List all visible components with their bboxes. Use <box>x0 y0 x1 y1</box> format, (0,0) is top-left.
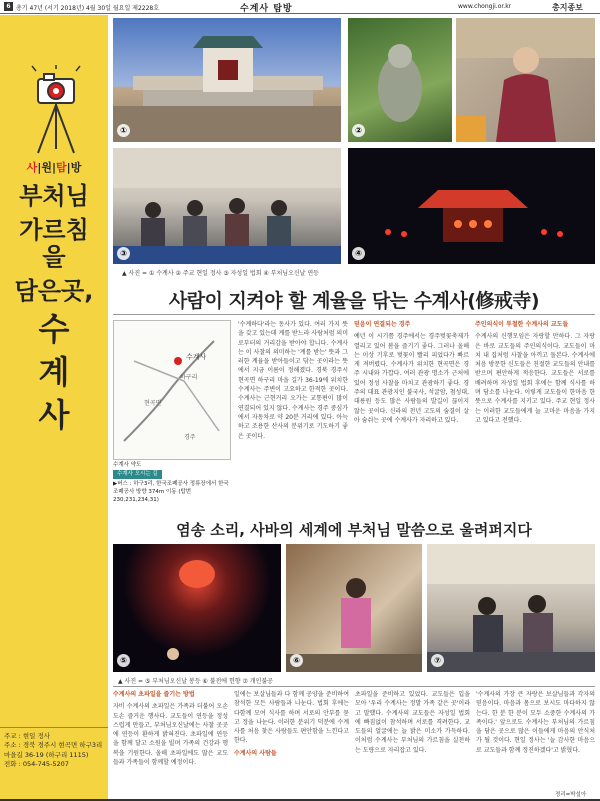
byline: 정리=박설아 <box>555 792 587 798</box>
title-line: 수 <box>38 310 70 349</box>
location-map <box>113 320 231 460</box>
photo-lantern-offering <box>113 544 281 672</box>
photo-number: ③ <box>117 247 130 260</box>
title-line: 계 <box>38 353 70 392</box>
article-text: 일에는 보살님들과 다 함께 공양을 준비하여 참석한 모든 사람들과 나눈다. 법회 후에는 다함께 모여 식사를 하며 서로의 안부를 묻고 정을 나눈다. 이러한 분위기 덕분에 수계사를 처음 찾은 사람들도 편안함을 느낀다고 한다. <box>234 691 349 745</box>
map-label: 하구리 <box>180 374 198 381</box>
article-column <box>476 690 595 788</box>
abbot: 주교 : 현일 정사 <box>4 732 51 740</box>
phone: 전화 : 054-745-5207 <box>4 760 69 769</box>
title-line: 사 <box>38 395 70 434</box>
map-caption <box>113 462 233 504</box>
main-headline: 사람이 지켜야 할 계율을 닦는 수계사(修戒寺) <box>168 290 540 312</box>
photo-number: ② <box>352 124 365 137</box>
subheading: 주인의식이 투철한 수계사의 교도들 <box>475 321 569 328</box>
map-title: 수계사 약도 <box>113 462 142 468</box>
category-char: 방 <box>70 161 82 174</box>
photo-number: ⑥ <box>290 654 303 667</box>
photo-prayer <box>427 544 595 672</box>
camera-tripod-icon <box>30 65 82 155</box>
photo-number: ⑤ <box>117 654 130 667</box>
article-text: 자비 수계사의 초파일은 가족과 더불어 오손도손 즐거운 행사다. 교도들이 연등을 정성스럽게 만들고, 부처님오신날에는 사찰 곳곳에 연등이 환하게 밝혀진다. 초파일에 연등을 함께 달고 소원을 빌며 가족의 건강과 행복을 기원한다. 올해 초파일에도 많은 교도들과 가족들이 함께할 예정이다. <box>113 703 228 767</box>
subheading: 수계사의 초파일을 즐기는 방법 <box>113 691 195 698</box>
map-label: 경주 <box>184 434 196 441</box>
photo-caption-bottom: ▲ 사진 = ⑤ 부처님오신날 봉등 ⑥ 불전에 헌향 ⑦ 개인불공 <box>118 678 273 685</box>
photo-incense <box>286 544 422 672</box>
divider <box>113 686 595 687</box>
title-line: 담은곳, <box>14 276 94 305</box>
category-char: 원 <box>41 161 52 174</box>
photo-number: ④ <box>352 247 365 260</box>
category-label: 사|원|탐|방 <box>26 161 82 174</box>
article-column <box>234 690 349 788</box>
photo-dharma-meeting <box>113 148 341 264</box>
temple-info <box>0 727 108 774</box>
subheading: 수계사의 사람들 <box>234 749 277 757</box>
map-label: 현곡면 <box>144 400 162 407</box>
website[interactable]: www.chongji.or.kr <box>458 3 512 10</box>
photo-number: ① <box>117 124 130 137</box>
incense-figure-icon <box>286 544 422 672</box>
article-column <box>475 320 595 510</box>
issue-info: 총기 47년 (서기 2018년) 4월 30일 월요일 제2228호 <box>16 5 160 12</box>
lantern-icon <box>113 544 281 672</box>
temple-building-icon <box>113 18 341 142</box>
photo-number: ⑦ <box>431 654 444 667</box>
subheading: 믿음이 연결되는 경주 <box>354 321 411 328</box>
title-line: 부처님 <box>19 182 89 210</box>
article-column <box>113 690 228 788</box>
article-text: '수계하다'라는 동사가 있다. 여러 가지 뜻을 갖고 있는데 계를 받느라 사람처럼 의미로부터의 거리감을 받아야 합니다. 수계사는 이 사찰의 의미하는 '계를 받는' 뜻과 그러한 계율을 받아들이고 닦는 곳이라는 뜻에서 지금 이름이 정해졌다. 경북 경주시 현곡면 하구리 마을 길가 36-19에 위치한 수계사는 주변이 고요하고 한적한 곳이다. 수계사는 근현거리 오가는 교통편이 많이 연결되어 있지 않다. 수계사는 경주 중심가에서 자동차로 약 20분 거리에 있다. 아늑하고 조용한 산사의 분위기로 기도하기 좋은 곳이다. <box>238 321 348 440</box>
article-text: 수계사의 신행모임은 자랑할 만하다. 그 자랑은 바로 교도들의 주인의식이다. 교도들이 마치 내 집처럼 사찰을 아끼고 돌본다. 수계사에 처음 방문한 신도들은 친절한 교도들의 안내를 받으며 편안하게 적응한다. 교도들은 서로를 배려하며 자성일 법회 후에는 함께 식사를 하며 담소를 나눈다. 이렇게 교도들이 한마음 한뜻으로 수계사를 지키고 있다. 주교 현일 정사는 이러한 교도들에게 늘 고마운 마음을 가지고 있다고 전했다. <box>475 333 595 424</box>
photo-temple <box>113 18 341 142</box>
article-column <box>355 690 470 788</box>
bus-info: ▶버스 : 하구3리, 한국조폐공사 정류장에서 한국조폐공사 방향 374m 이동 (탑번 230,231,234,31) <box>113 481 229 503</box>
article-column <box>238 320 348 510</box>
statue-icon <box>348 18 452 142</box>
photo-monk <box>456 18 595 142</box>
vertical-title <box>8 183 100 440</box>
article-text: 예년 이 시기쯤 경주에서는 경주벚꽃축제가 열리고 있어 봄을 즐기기 좋다. 그러나 올해는 이상 기후로 벚꽃이 빨리 피었다가 빠르게 져버렸다. 수계사가 위치한 현곡면은 경주 시내와 가깝다. 여러 관광 명소가 근처에 있어 정성 사찰을 마치고 관광하기 좋다. 경주의 대표 관광지인 불국사, 석굴암, 첨성대, 대릉원 등도 많은 사람들의 발길이 끊이지 않는 곳이다. 신라의 천년 고도의 숨결이 살아 숨쉬는 곳에 수계사가 자리하고 있다. <box>354 333 469 424</box>
photo-lanterns-night <box>348 148 595 264</box>
photo-caption-top: ▲ 사진 = ① 수계사 ② 주교 현일 정사 ③ 자성일 법회 ④ 부처님오신날 연등 <box>122 270 319 277</box>
paper-name: 총지종보 <box>552 3 583 12</box>
map-icon <box>114 321 230 459</box>
article-text: '수계사의 가장 큰 자랑은 보살님들과 각자의 믿음이다. 마음과 몸으로 보시도 마다하지 않는다. 한 분 한 분이 모두 소중한 수계사의 가족이다.' 앞으로도 수계사는 부처님의 가르침을 담은 곳으로 많은 이들에게 마음의 안식처가 될 것이다. 현일 정사는 '늘 감사한 마음으로 교도들과 함께 정진하겠다'고 밝혔다. <box>476 691 595 754</box>
divider <box>113 314 595 315</box>
map-label-temple: 수계사 <box>186 353 207 361</box>
directions-badge: 수계사 오시는 길 <box>113 470 162 480</box>
second-headline: 염송 소리, 사바의 세계에 부처님 말씀으로 울려퍼지다 <box>176 521 532 539</box>
category-char: 사 <box>26 161 38 174</box>
page-header <box>0 0 600 14</box>
category-char: 탐 <box>56 161 67 174</box>
section-title: 수계사 탐방 <box>240 4 293 14</box>
article-column <box>354 320 469 510</box>
night-temple-icon <box>348 148 595 264</box>
photo-statue <box>348 18 452 142</box>
sidebar <box>0 15 108 801</box>
address: 주소 : 경북 경주시 현곡면 하구3리 마을길 36-19 (하구리 1115) <box>4 741 103 759</box>
page-number: 6 <box>4 2 13 11</box>
people-seated-icon <box>113 148 341 264</box>
praying-people-icon <box>427 544 595 672</box>
monk-figure-icon <box>456 18 595 142</box>
title-line: 가르침을 <box>19 215 89 272</box>
article-text: 초파일을 준비하고 있었다. 교도들은 입을 모아 '우리 수계사는 정말 가족 같은 곳'이라고 말했다. 수계사의 교도들은 자성일 법회에 빠짐없이 참석하며 서로를 격려한다. 교도들의 얼굴에는 늘 밝은 미소가 가득하다. 이처럼 수계사는 부처님의 가르침을 실천하는 도량으로 자리잡고 있다. <box>355 691 470 754</box>
